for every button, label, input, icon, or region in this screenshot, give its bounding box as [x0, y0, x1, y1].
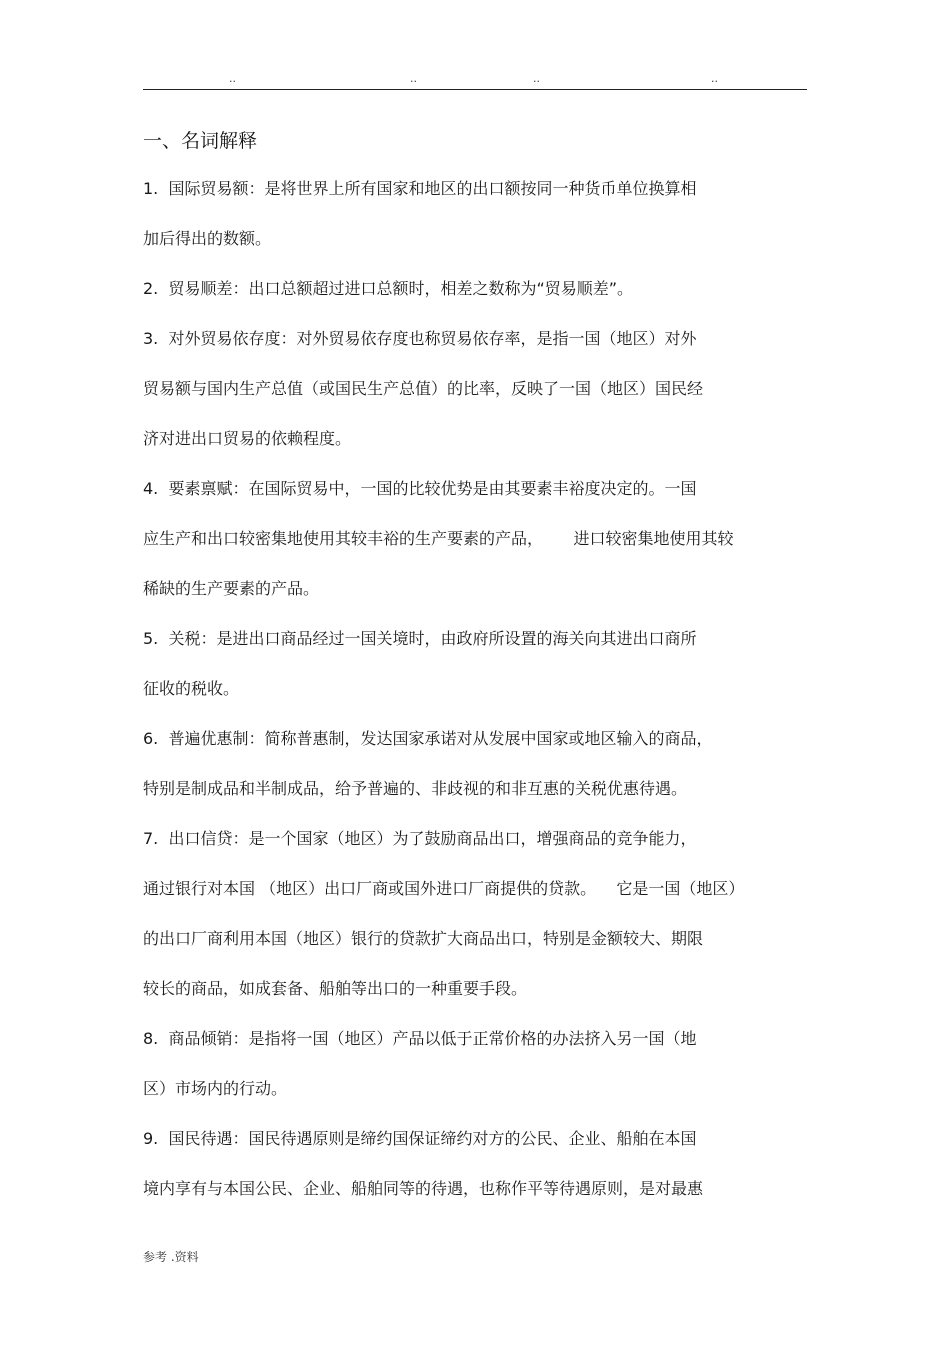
- footer-note: 参考 .资料: [143, 1250, 199, 1264]
- text-line: 5. 关税：是进出口商品经过一国关境时，由政府所设置的海关向其进出口商所: [143, 629, 697, 648]
- text-line: 6. 普遍优惠制：简称普惠制，发达国家承诺对从发展中国家或地区输入的商品，: [143, 729, 713, 748]
- header-mark: ..: [533, 72, 540, 85]
- header-mark: ..: [229, 72, 236, 85]
- text-line: 较长的商品，如成套备、船舶等出口的一种重要手段。: [143, 979, 528, 998]
- header-mark: ..: [711, 72, 718, 85]
- text-line: 8. 商品倾销：是指将一国（地区）产品以低于正常价格的办法挤入另一国（地: [143, 1029, 697, 1048]
- text-line: 的出口厂商利用本国（地区）银行的贷款扩大商品出口，特别是金额较大、期限: [143, 929, 704, 948]
- text-line: 贸易额与国内生产总值（或国民生产总值）的比率，反映了一国（地区）国民经: [143, 379, 704, 398]
- text-line: 境内享有与本国公民、企业、船舶同等的待遇，也称作平等待遇原则，是对最惠: [143, 1179, 704, 1198]
- text-line: 2. 贸易顺差：出口总额超过进口总额时，相差之数称为“贸易顺差”。: [143, 279, 634, 298]
- text-line: 加后得出的数额。: [143, 229, 272, 248]
- section-title: 一、名词解释: [143, 130, 258, 152]
- text-line: 9. 国民待遇：国民待遇原则是缔约国保证缔约对方的公民、企业、船舶在本国: [143, 1129, 697, 1148]
- text-line: 1. 国际贸易额：是将世界上所有国家和地区的出口额按同一种货币单位换算相: [143, 179, 697, 198]
- text-line: 济对进出口贸易的依赖程度。: [143, 429, 352, 448]
- text-line: 应生产和出口较密集地使用其较丰裕的生产要素的产品， 进口较密集地使用其较: [143, 529, 734, 548]
- header-mark: ..: [410, 72, 417, 85]
- text-line: 稀缺的生产要素的产品。: [143, 579, 320, 598]
- text-line: 特别是制成品和半制成品，给予普遍的、非歧视的和非互惠的关税优惠待遇。: [143, 779, 688, 798]
- text-line: 通过银行对本国 （地区）出口厂商或国外进口厂商提供的贷款。 它是一国（地区）: [143, 879, 745, 898]
- text-line: 征收的税收。: [143, 679, 240, 698]
- text-line: 3. 对外贸易依存度：对外贸易依存度也称贸易依存率，是指一国（地区）对外: [143, 329, 697, 348]
- text-line: 4. 要素禀赋：在国际贸易中，一国的比较优势是由其要素丰裕度决定的。一国: [143, 479, 697, 498]
- header-rule: [143, 89, 807, 90]
- text-line: 区）市场内的行动。: [143, 1079, 288, 1098]
- page-header-marks: [0, 72, 950, 88]
- text-line: 7. 出口信贷：是一个国家（地区）为了鼓励商品出口，增强商品的竞争能力，: [143, 829, 697, 848]
